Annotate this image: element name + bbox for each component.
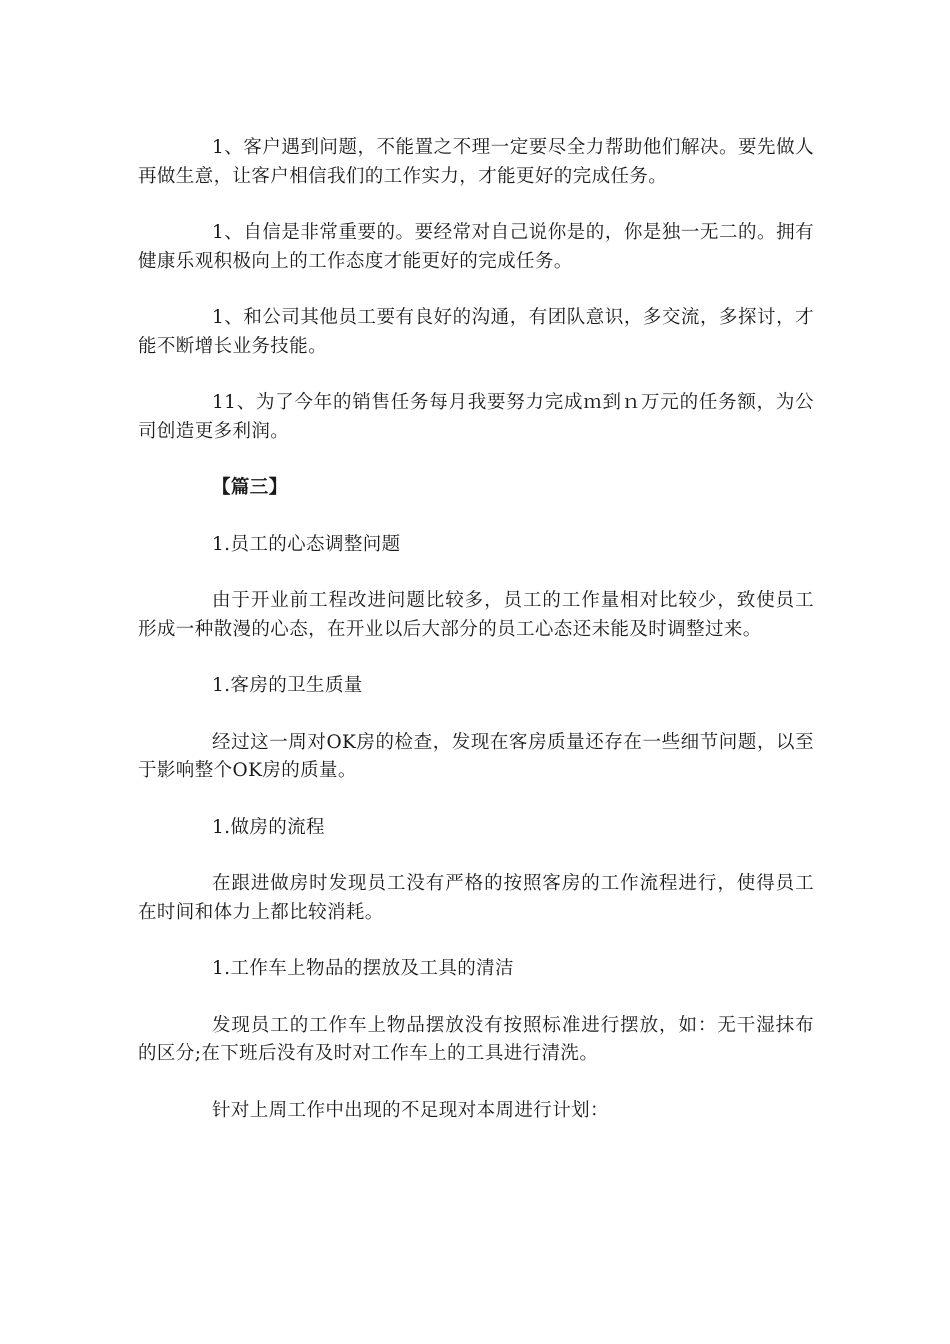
section-title: 【篇三】 bbox=[212, 477, 288, 498]
closing-paragraph: 针对上周工作中出现的不足现对本周进行计划： bbox=[212, 1099, 609, 1121]
document-body bbox=[138, 134, 814, 1153]
item-body-process: 在跟进做房时发现员工没有严格的按照客房的工作流程进行，使得员工在时间和体力上都比较消耗。 bbox=[138, 873, 814, 923]
paragraph-customer-help: 1、客户遇到问题，不能置之不理一定要尽全力帮助他们解决。要先做人再做生意，让客户相信我们的工作实力，才能更好的完成任务。 bbox=[138, 137, 814, 187]
item-heading-hygiene: 1.客房的卫生质量 bbox=[212, 675, 363, 696]
item-heading-mindset: 1.员工的心态调整问题 bbox=[212, 533, 401, 555]
paragraph-sales-target: 11、为了今年的销售任务每月我要努力完成ｍ到ｎ万元的任务额，为公司创造更多利润。 bbox=[138, 392, 814, 442]
item-body-mindset: 由于开业前工程改进问题比较多，员工的工作量相对比较少，致使员工形成一种散漫的心态，在开业以后大部分的员工心态还未能及时调整过来。 bbox=[138, 590, 814, 640]
item-body-cart: 发现员工的工作车上物品摆放没有按照标准进行摆放，如：无干湿抹布的区分;在下班后没有及时对工作车上的工具进行清洗。 bbox=[138, 1014, 814, 1064]
paragraph-communication: 1、和公司其他员工要有良好的沟通，有团队意识，多交流，多探讨，才能不断增长业务技能。 bbox=[138, 307, 814, 357]
item-heading-process: 1.做房的流程 bbox=[212, 816, 325, 838]
paragraph-confidence: 1、自信是非常重要的。要经常对自己说你是的，你是独一无二的。拥有健康乐观积极向上的工作态度才能更好的完成任务。 bbox=[138, 222, 814, 272]
item-heading-cart: 1.工作车上物品的摆放及工具的清洁 bbox=[212, 958, 514, 979]
item-body-hygiene: 经过这一周对OK房的检查，发现在客房质量还存在一些细节问题，以至于影响整个OK房的质量。 bbox=[138, 731, 814, 781]
